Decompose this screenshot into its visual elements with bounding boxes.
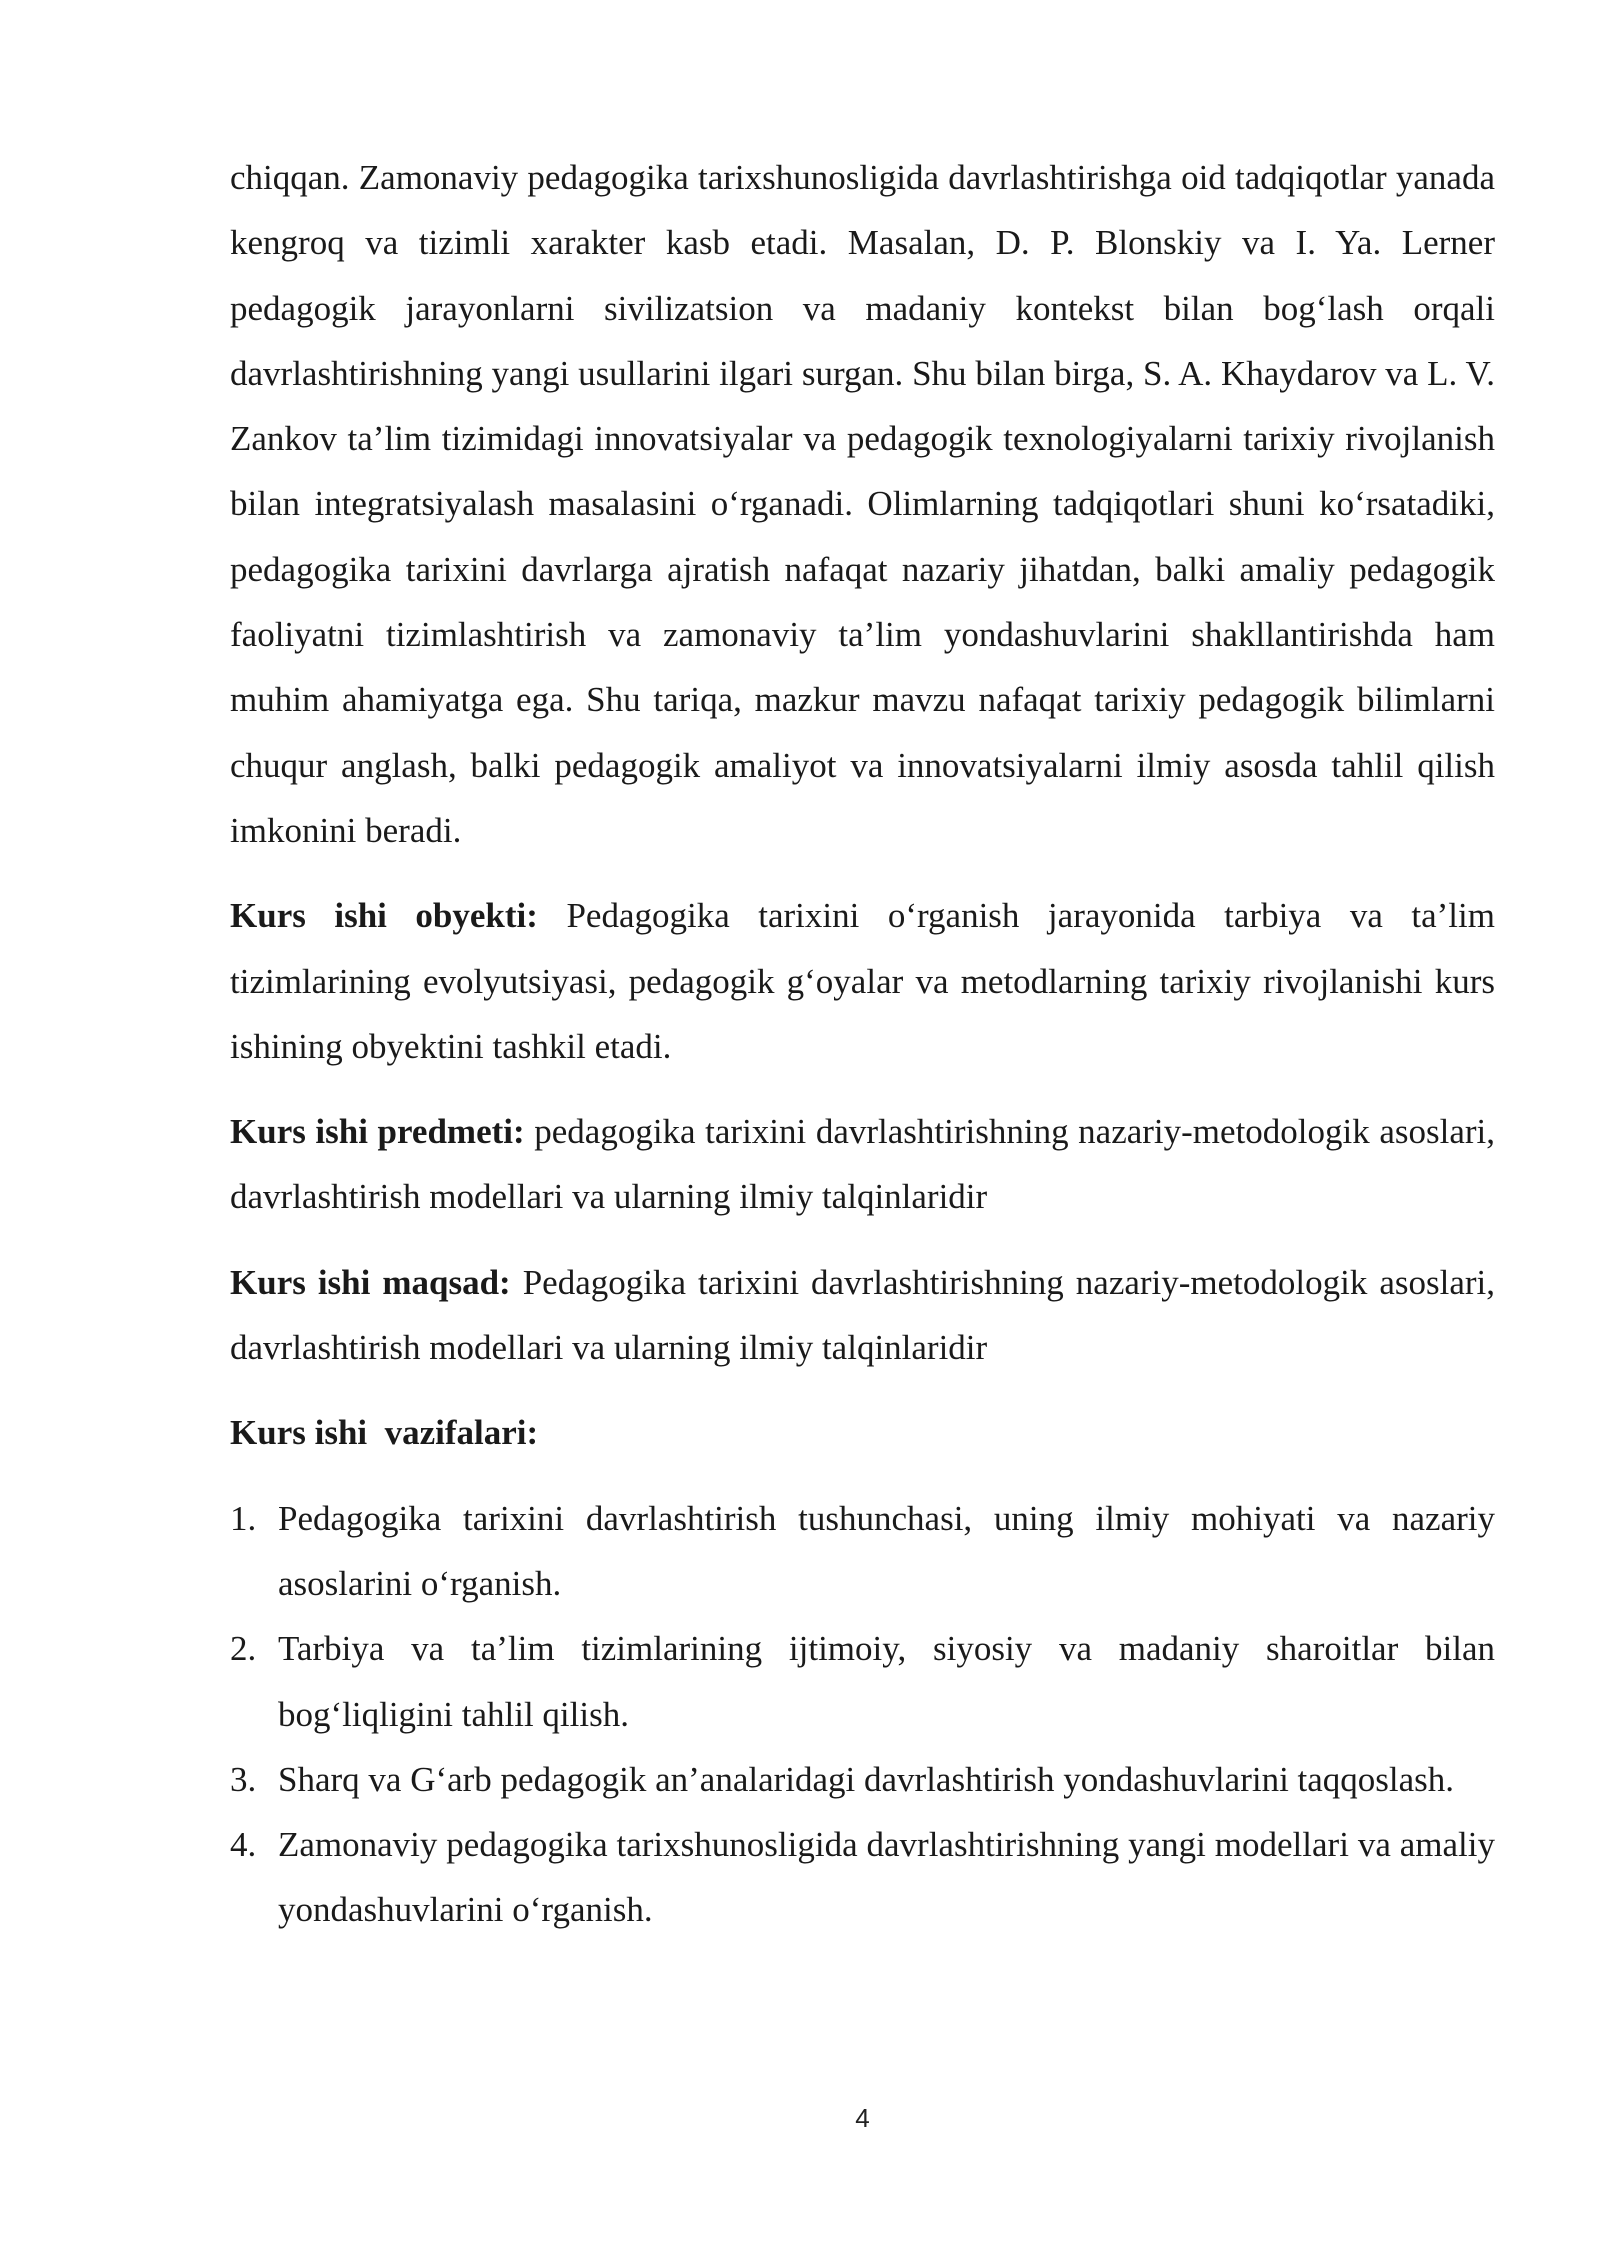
list-item — [230, 1747, 1495, 1812]
list-item-number: 2. — [230, 1629, 257, 1669]
list-item-text: Pedagogika tarixini davrlashtirish tushunchasi, uning ilmiy mohiyati va nazariy asoslarini o‘rganish. — [278, 1498, 1495, 1603]
list-item — [230, 1616, 1495, 1747]
list-item-text: Tarbiya va ta’lim tizimlarining ijtimoiy, siyosiy va madaniy sharoitlar bilan bog‘liqligini tahlil qilish. — [278, 1629, 1495, 1734]
list-item-number: 3. — [230, 1759, 257, 1799]
list-item-number: 1. — [230, 1498, 257, 1538]
intro-paragraph: chiqqan. Zamonaviy pedagogika tarixshunosligida davrlashtirishga oid tadqiqotlar yanada kengroq va tizimli xarakter kasb etadi. Masalan, D. P. Blonskiy va I. Ya. Lerner pedagogik jarayonlarni sivilizatsion va madaniy kontekst bilan bog‘lash orqali davrlashtirishning yangi usullarini ilgari surgan. Shu bilan birga, S. A. Khaydarov va L. V. Zankov ta’lim tizimidagi innovatsiyalar va pedagogik texnologiyalarni tarixiy rivojlanish bilan integratsiyalash masalasini o‘rganadi. Olimlarning tadqiqotlari shuni ko‘rsatadiki, pedagogika tarixini davrlarga ajratish nafaqat nazariy jihatdan, balki amaliy pedagogik faoliyatni tizimlashtirish va zamonaviy ta’lim yondashuvlarini shakllantirishda ham muhim ahamiyatga ega. Shu tariqa, mazkur mavzu nafaqat tarixiy pedagogik bilimlarni chuqur anglash, balki pedagogik amaliyot va innovatsiyalarni ilmiy asosda tahlil qilish imkonini beradi. — [230, 158, 1495, 850]
list-item — [230, 1486, 1495, 1617]
object-text: Pedagogika tarixini o‘rganish jarayonida tarbiya va ta’lim tizimlarining evolyutsiyasi, pedagogik g‘oyalar va metodlarning tarixiy rivojlanishi kurs ishining obyektini tashkil etadi. — [230, 896, 1495, 1066]
list-item-text: Zamonaviy pedagogika tarixshunosligida davrlashtirishning yangi modellari va amaliy yondashuvlarini o‘rganish. — [278, 1825, 1495, 1930]
goal-paragraph — [230, 1250, 1495, 1381]
subject-label: Kurs ishi predmeti: — [230, 1112, 525, 1152]
document-page — [230, 145, 1495, 1943]
object-paragraph — [230, 883, 1495, 1079]
list-item-number: 4. — [230, 1825, 257, 1865]
page-number: 4 — [855, 2103, 870, 2133]
list-item — [230, 1812, 1495, 1943]
tasks-list — [230, 1486, 1495, 1943]
goal-text: Pedagogika tarixini davrlashtirishning nazariy-metodologik asoslari, davrlashtirish modellari va ularning ilmiy talqinlaridir — [230, 1262, 1495, 1368]
subject-text: pedagogika tarixini davrlashtirishning nazariy-metodologik asoslari, davrlashtirish modellari va ularning ilmiy talqinlaridir — [230, 1112, 1495, 1217]
object-label: Kurs ishi obyekti: — [230, 896, 538, 936]
list-item-text: Sharq va G‘arb pedagogik an’analaridagi davrlashtirish yondashuvlarini taqqoslash. — [278, 1759, 1455, 1799]
subject-paragraph — [230, 1099, 1495, 1230]
tasks-heading: Kurs ishi vazifalari: — [230, 1413, 539, 1453]
goal-label: Kurs ishi maqsad: — [230, 1262, 511, 1302]
